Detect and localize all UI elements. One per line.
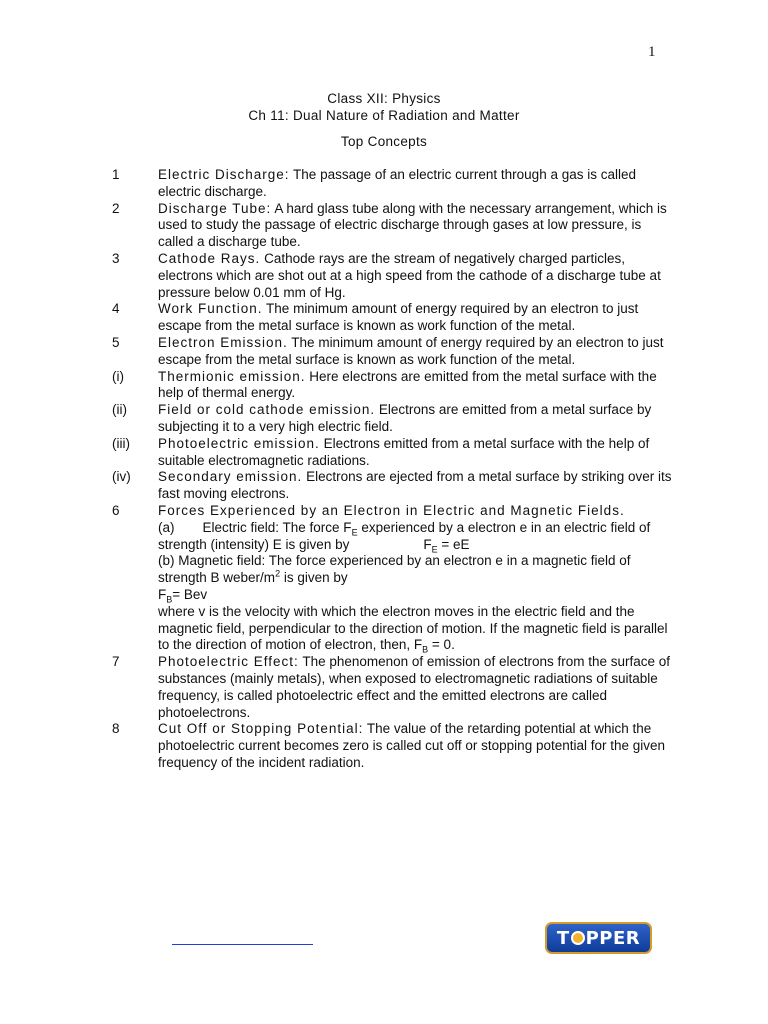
item-text (158, 436, 672, 470)
item-term: Discharge Tube: (158, 200, 272, 216)
item-number: 5 (112, 334, 120, 350)
section-title: Top Concepts (340, 134, 428, 149)
item-text (158, 201, 672, 251)
item-description-end: photoelectrons. (158, 704, 251, 720)
list-item (112, 469, 672, 503)
item-text (158, 301, 672, 335)
item-text (158, 654, 672, 721)
electric-field-paragraph: (a) Electric field: The force $F_E$ experienced by a electron e in an electric field of strength (intensity) E is given by $F_E$ = eE (158, 519, 651, 555)
item-description: The phenomenon of emission of electrons from the surface of substances (mainly metals), when exposed to electromagnetic radiations of suitable frequency, is called photoelectric effect and the emitted electrons are called (158, 654, 671, 703)
item-number: (iii) (112, 435, 130, 451)
item-number: 2 (112, 200, 120, 216)
item-description: The minimum amount of energy required by an electron to just escape from the metal surface is known as work function of the metal. (158, 301, 639, 334)
item-term: Photoelectric emission. (158, 435, 320, 451)
list-item-stopping-potential (112, 721, 672, 771)
list-item (112, 436, 672, 470)
list-item (112, 402, 672, 436)
list-item (112, 167, 672, 201)
item-description: The minimum amount of energy required by an electron to just escape from the metal surface is known as work function of the metal. (158, 334, 664, 367)
item-number: 3 (112, 250, 120, 266)
magnetic-field-paragraph: (b) Magnetic field: The force experienced by an electron e in a magnetic field of strength B weber/$m^2$ is given by (158, 553, 631, 586)
footer-link-underline[interactable] (172, 944, 313, 945)
chapter-title: Ch 11: Dual Nature of Radiation and Matter (248, 108, 520, 123)
concept-list (112, 167, 672, 772)
list-item (112, 251, 672, 301)
item-term: Forces Experienced by an Electron in Electric and Magnetic Fields. (158, 502, 625, 518)
item-description: The passage of an electric current through a gas is called electric discharge. (158, 167, 636, 199)
item-text (158, 469, 672, 503)
item-description: Electrons are emitted from a metal surface by subjecting it to a very high electric field. (158, 402, 652, 434)
item-term: Work Function. (158, 301, 263, 317)
list-item (112, 335, 672, 369)
list-item (112, 201, 672, 251)
item-number: (ii) (112, 402, 127, 418)
document-header (0, 90, 768, 150)
item-term: Secondary emission. (158, 469, 303, 485)
item-text (158, 167, 672, 201)
list-item-forces (112, 503, 672, 654)
item-text (158, 335, 672, 369)
velocity-explanation: where v is the velocity with which the electron moves in the electric field and the magnetic field, perpendicular to the direction of motion. If the magnetic field is parallel to the direction of motion of electron, then, $F_B = 0$. (158, 603, 668, 655)
item-number: 4 (112, 301, 120, 317)
item-text (158, 721, 672, 771)
item-term: Cut Off or Stopping Potential: (158, 721, 364, 737)
item-term: Electron Emission. (158, 334, 288, 350)
list-item (112, 369, 672, 403)
item-term: Electric Discharge: (158, 167, 290, 182)
item-description: The value of the retarding potential at which the photoelectric current becomes zero is called cut off or stopping potential for the given frequency of the incident radiation. (158, 721, 666, 770)
item-description: A hard glass tube along with the necessary arrangement, which is used to study the passage of electric discharge through gases at low pressure, is called a discharge tube. (158, 200, 667, 250)
item-number: 6 (112, 502, 120, 518)
item-description: Electrons emitted from a metal surface with the help of suitable electromagnetic radiations. (158, 435, 650, 468)
item-term: Cathode Rays. (158, 250, 261, 266)
item-number: 7 (112, 654, 120, 670)
item-term: Photoelectric Effect: (158, 654, 299, 670)
item-number: 8 (112, 721, 120, 737)
item-description: Electrons are ejected from a metal surface by striking over its fast moving electrons. (158, 469, 672, 502)
magnetic-force-formula: $F_B=$ Bev (158, 586, 208, 605)
list-item (112, 301, 672, 335)
item-text (158, 503, 672, 654)
electric-force-formula: $F_E$ = eE (423, 536, 470, 555)
sub-label-a: (a) (158, 519, 175, 535)
item-description: Here electrons are emitted from the metal surface with the help of thermal energy. (158, 368, 657, 401)
item-text (158, 402, 672, 436)
item-term: Field or cold cathode emission. (158, 402, 376, 418)
item-number: (i) (112, 368, 124, 384)
item-text (158, 369, 672, 403)
item-description: Cathode rays are the stream of negatively charged particles, electrons which are shot out at a high speed from the cathode of a discharge tube at pressure below 0.01 mm of Hg. (158, 250, 661, 300)
item-text (158, 251, 672, 301)
page-number: 1 (648, 44, 656, 60)
item-number: 1 (112, 167, 120, 182)
class-title: Class XII: Physics (327, 91, 441, 106)
item-term: Thermionic emission. (158, 368, 306, 384)
item-number: (iv) (112, 469, 131, 485)
topper-logo: T PPER (545, 922, 652, 954)
list-item-photoelectric (112, 654, 672, 721)
logo-o-icon (571, 931, 585, 945)
